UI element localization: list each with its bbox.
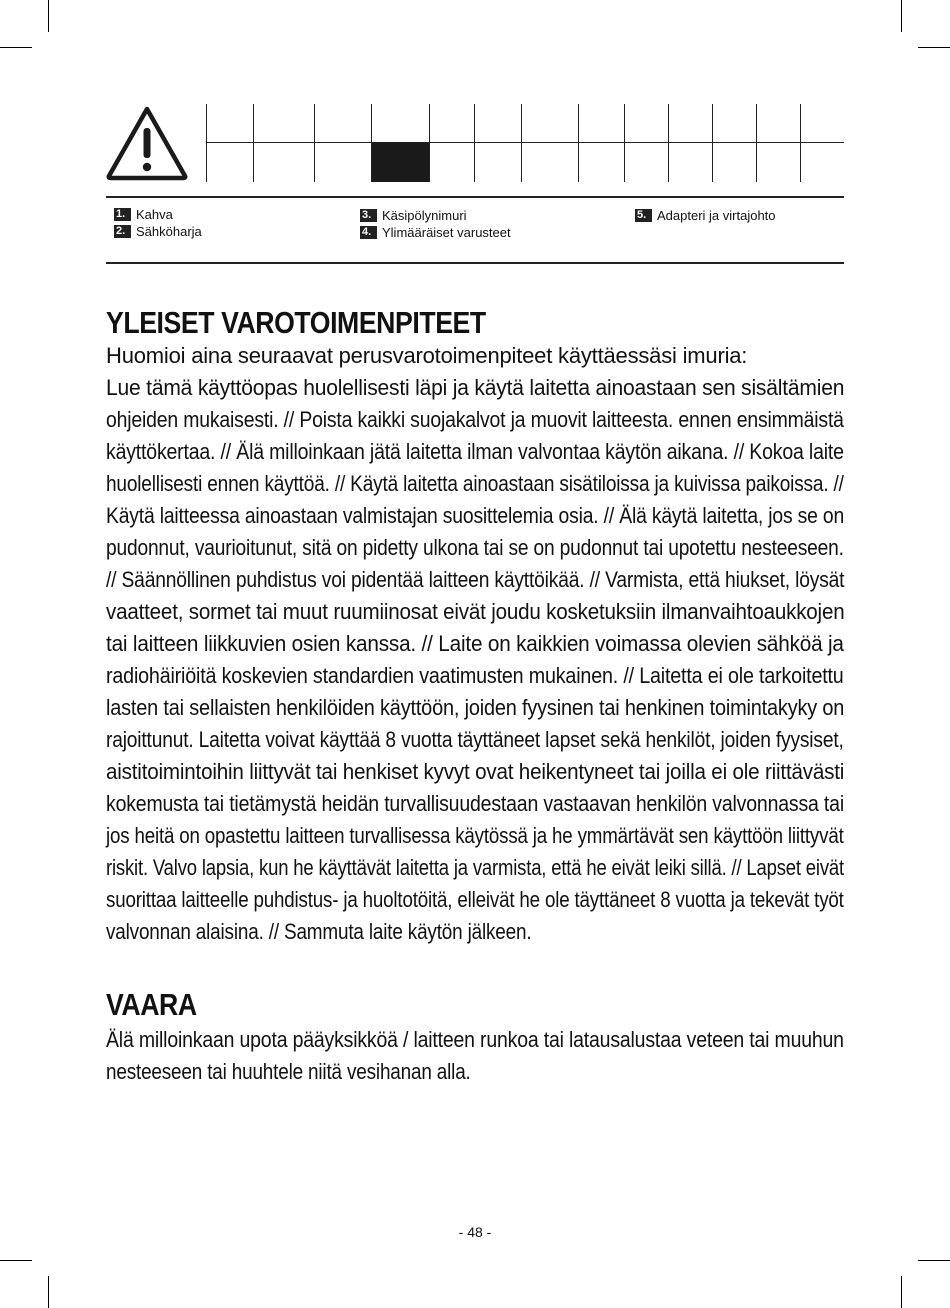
legend-label: Käsipölynimuri [382, 208, 467, 223]
body-line: aistitoimintoihin liittyvät tai henkiset kyvyt ovat heikentyneet tai joilla ei ole riittävästi [106, 759, 845, 784]
grid-filled-cell [371, 143, 429, 182]
legend-number: 1. [114, 208, 131, 221]
grid-line [756, 104, 757, 182]
legend-label: Ylimääräiset varusteet [382, 225, 511, 240]
body-line: Lue tämä käyttöopas huolellisesti läpi ja käytä laitetta ainoastaan sen sisältämien [106, 375, 845, 400]
legend-column-2 [360, 207, 511, 241]
legend-number: 2. [114, 225, 131, 238]
crop-mark [918, 1260, 950, 1261]
legend-number: 3. [360, 209, 377, 222]
grid-line [206, 104, 207, 182]
page-number: - 48 - [458, 1224, 492, 1240]
legend-item [114, 206, 202, 223]
legend-label: Kahva [136, 207, 173, 222]
grid-line [429, 104, 430, 182]
grid-line [578, 104, 579, 182]
legend-number: 4. [360, 226, 377, 239]
body-line: suorittaa laitteelle puhdistus- ja huoltotöitä, elleivät he ole täyttäneet 8 vuotta ja tekevät työt [106, 887, 844, 912]
divider-top [106, 196, 844, 198]
grid-line [624, 104, 625, 182]
warning-triangle-icon [105, 104, 189, 182]
body-line: rajoittunut. Laitetta voivat käyttää 8 vuotta täyttäneet lapset sekä henkilöt, joiden fyysiset, [106, 727, 844, 752]
body-line: lasten tai sellaisten henkilöiden käyttöön, joiden fyysinen tai henkinen toimintakyky on [106, 695, 845, 720]
body-line: // Säännöllinen puhdistus voi pidentää laitteen käyttöikää. // Varmista, että hiukset, löysät [106, 567, 845, 592]
body-line: vaatteet, sormet tai muut ruumiinosat eivät joudu kosketuksiin ilmanvaihtoaukkojen [106, 599, 845, 624]
crop-mark [918, 47, 950, 48]
divider-bottom [106, 262, 844, 264]
crop-mark [48, 0, 49, 32]
body-line: tai laitteen liikkuvien osien kanssa. // Laite on kaikkien voimassa olevien sähköä ja [106, 631, 844, 656]
crop-mark [901, 0, 902, 32]
body-line: valvonnan alaisina. // Sammuta laite käytön jälkeen. [106, 919, 532, 944]
grid-line [371, 104, 372, 182]
intro-line: Huomioi aina seuraavat perusvarotoimenpiteet käyttäessäsi imuria: [106, 343, 748, 368]
grid-line [521, 104, 522, 182]
legend-item [360, 207, 511, 224]
grid-line [253, 104, 254, 182]
precautions-body [106, 372, 844, 948]
body-line: Käytä laitteessa ainoastaan valmistajan suosittelemia osia. // Älä käytä laitetta, jos se on [106, 503, 845, 528]
legend-number: 5. [635, 209, 652, 222]
section-title-precautions: YLEISET VAROTOIMENPITEET [106, 305, 486, 340]
body-line: huolellisesti ennen käyttöä. // Käytä laitetta ainoastaan sisätiloissa ja kuivissa paikoissa. // [106, 471, 844, 496]
grid-line [314, 104, 315, 182]
body-line: ohjeiden mukaisesti. // Poista kaikki suojakalvot ja muovit laitteesta. ennen ensimmäistä [106, 407, 844, 432]
grid-line [712, 104, 713, 182]
crop-mark [0, 47, 32, 48]
danger-body [106, 1024, 844, 1088]
grid-line [800, 104, 801, 182]
body-line: käyttökertaa. // Älä milloinkaan jätä laitetta ilman valvontaa käytön aikana. // Kokoa laite [106, 439, 844, 464]
body-line: riskit. Valvo lapsia, kun he käyttävät laitetta ja varmista, että he eivät leiki sillä. // Lapset eivät [106, 855, 844, 880]
legend-item [114, 223, 202, 240]
body-line: radiohäiriöitä koskevien standardien vaatimusten mukainen. // Laitetta ei ole tarkoitettu [106, 663, 844, 688]
legend-item [360, 224, 511, 241]
body-line: nesteeseen tai huuhtele niitä vesihanan alla. [106, 1059, 471, 1084]
legend-item [635, 207, 776, 224]
legend-column-3 [635, 207, 776, 224]
precautions-intro [106, 340, 844, 372]
grid-line [474, 104, 475, 182]
body-line: jos heitä on opastettu laitteen turvallisessa käytössä ja he ymmärtävät sen käyttöön liittyvät [106, 823, 844, 848]
body-line: pudonnut, vaurioitunut, sitä on pidetty ulkona tai se on pudonnut tai upotettu nesteeseen. [106, 535, 844, 560]
crop-mark [0, 1260, 32, 1261]
section-title-danger: VAARA [106, 987, 197, 1022]
body-line: kokemusta tai tietämystä heidän turvallisuudestaan vastaavan henkilön valvonnassa tai [106, 791, 844, 816]
legend-label: Adapteri ja virtajohto [657, 208, 776, 223]
legend-label: Sähköharja [136, 224, 202, 239]
grid-line [668, 104, 669, 182]
crop-mark [901, 1276, 902, 1308]
symbol-grid [206, 104, 844, 182]
body-line: Älä milloinkaan upota pääyksikköä / laitteen runkoa tai latausalustaa veteen tai muuhun [106, 1027, 844, 1052]
crop-mark [48, 1276, 49, 1308]
legend-column-1 [114, 206, 202, 240]
